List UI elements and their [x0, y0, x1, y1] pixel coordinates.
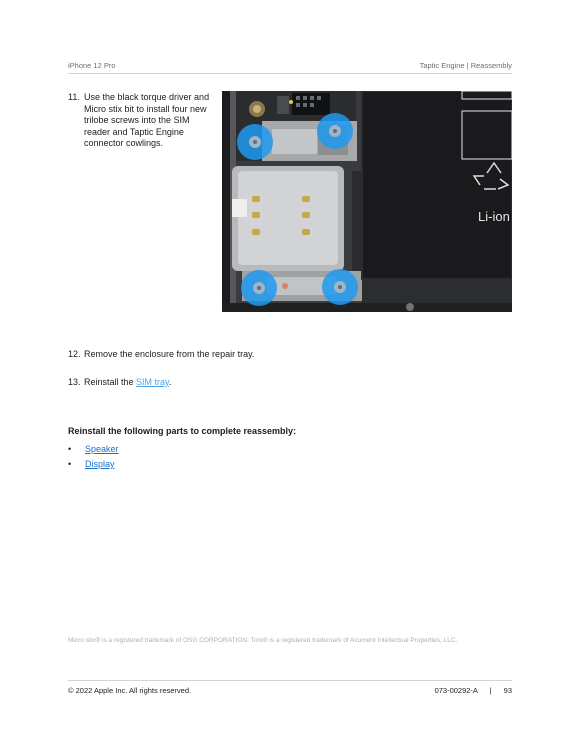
step-text: Use the black torque driver and Micro stix bit to install four new trilobe screws into the SIM reader and Taptic Engine connector cowlings.: [84, 92, 210, 148]
page-number: 93: [503, 686, 512, 695]
header-divider: [68, 73, 512, 74]
step-text: [84, 377, 171, 389]
step-11: [68, 92, 218, 162]
reassembly-heading: Reinstall the following parts to complete reassembly:: [68, 426, 297, 436]
bullet-icon: •: [68, 444, 72, 454]
step-text-suffix: .: [168, 377, 172, 387]
header-product-name: iPhone 12 Pro: [68, 61, 116, 70]
step-number: 13.: [68, 377, 81, 387]
battery-label: Li-ion: [478, 209, 510, 224]
step-text: Remove the enclosure from the repair tray.: [84, 349, 255, 359]
screw-highlight-bottom-right: [322, 269, 358, 305]
display-link[interactable]: Display: [85, 459, 115, 469]
footer-divider: [68, 680, 512, 681]
screw-highlight-top-left: [237, 124, 273, 160]
step-13: [68, 377, 468, 389]
device-photo-illustration: [222, 91, 512, 312]
footer-copyright: © 2022 Apple Inc. All rights reserved.: [68, 686, 192, 695]
sim-tray-link[interactable]: SIM tray: [136, 377, 169, 387]
trademark-note: Micro stix® is a registered trademark of OSG CORPORATION. Torx® is a registered trademark of Acument Intellectual Properties, LLC.: [68, 637, 458, 644]
step-number: 12.: [68, 349, 81, 359]
footer-separator: |: [489, 686, 492, 695]
step-number: 11.: [68, 92, 80, 102]
screw-highlight-bottom-left: [241, 270, 277, 306]
document-number: 073-00292-A: [434, 686, 478, 695]
header-section-title: Taptic Engine | Reassembly: [419, 61, 512, 70]
screw-highlight-top-right: [317, 113, 353, 149]
taptic-engine-screw-photo: [222, 91, 512, 312]
step-text-prefix: Reinstall the: [84, 377, 137, 387]
footer-doc-info: [429, 686, 512, 695]
speaker-link[interactable]: Speaker: [85, 444, 119, 454]
step-12: [68, 349, 468, 361]
bullet-icon: •: [68, 459, 72, 469]
